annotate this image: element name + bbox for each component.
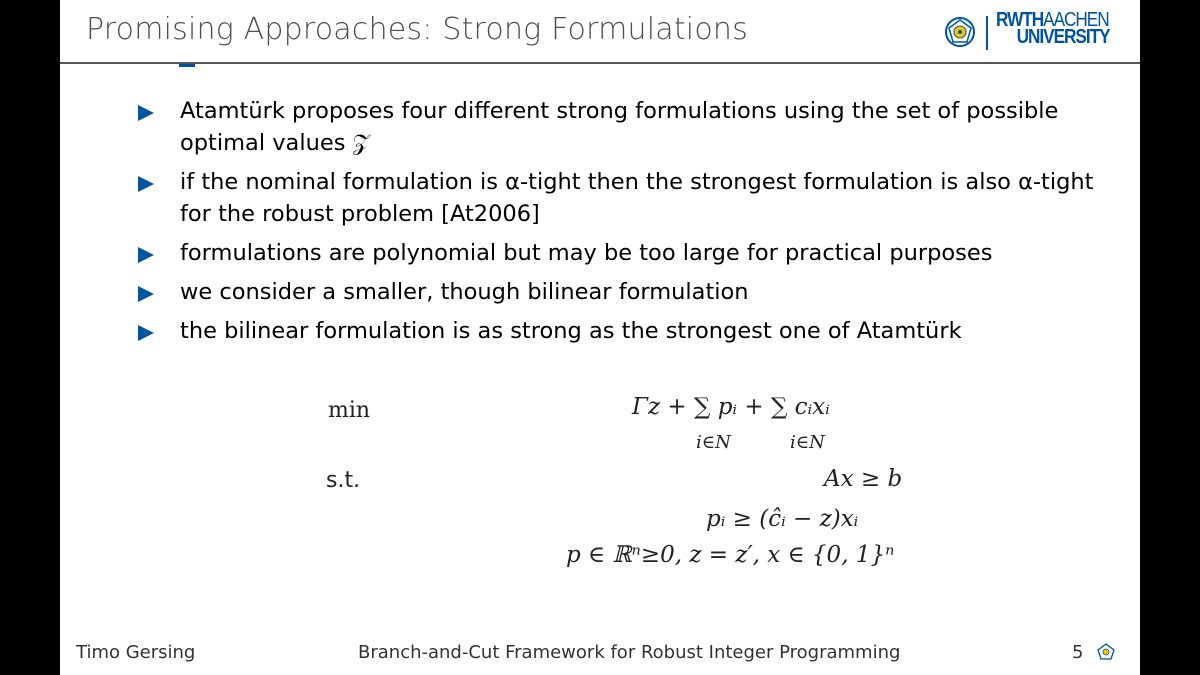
footer-talk-title: Branch-and-Cut Framework for Robust Integer Programming xyxy=(358,642,901,663)
triangle-bullet-icon xyxy=(138,325,154,341)
bullet-item: Atamtürk proposes four different strong formulations using the set of possible optimal values 𝒵 xyxy=(138,95,1098,159)
logo-wordmark xyxy=(996,9,1110,48)
sum-subscript-2: i∈N xyxy=(790,432,825,453)
right-letterbox xyxy=(1140,0,1200,675)
bullet-list xyxy=(138,95,1098,354)
title-accent xyxy=(179,64,195,67)
triangle-bullet-icon xyxy=(138,286,154,302)
triangle-bullet-icon xyxy=(138,247,154,263)
bullet-item: we consider a smaller, though bilinear formulation xyxy=(138,276,1098,308)
formula-constraint-3: p ∈ ℝⁿ≥0, z = z′, x ∈ {0, 1}ⁿ xyxy=(566,542,895,568)
slide xyxy=(60,0,1140,675)
bullet-item: formulations are polynomial but may be too large for practical purposes xyxy=(138,237,1098,269)
triangle-bullet-icon xyxy=(138,105,154,121)
logo-rwth: RWTH xyxy=(996,9,1044,31)
formula-st-label: s.t. xyxy=(326,468,361,493)
logo-aachen: AACHEN xyxy=(1043,9,1109,31)
logo-university: UNIVERSITY xyxy=(1016,26,1110,48)
title-rule xyxy=(60,62,1140,64)
triangle-bullet-icon xyxy=(138,176,154,192)
formula-min-label: min xyxy=(328,398,371,423)
formula-constraint-2: pᵢ ≥ (ĉᵢ − z)xᵢ xyxy=(706,506,859,532)
formula-objective: Γz + ∑ pᵢ + ∑ cᵢxᵢ xyxy=(632,394,830,420)
footer-author: Timo Gersing xyxy=(76,642,196,663)
footer-page-number: 5 xyxy=(1072,642,1084,663)
slide-title: Promising Approaches: Strong Formulations xyxy=(86,12,748,47)
sum-subscript-1: i∈N xyxy=(696,432,731,453)
bullet-item: the bilinear formulation is as strong as the strongest one of Atamtürk xyxy=(138,315,1098,347)
rwth-logo xyxy=(944,9,1134,54)
formula-constraint-1: Ax ≥ b xyxy=(824,466,903,492)
bullet-item: if the nominal formulation is α-tight then the strongest formulation is also α-tight for the robust problem [At2006] xyxy=(138,166,1098,230)
rwth-seal-icon xyxy=(944,16,976,48)
left-letterbox xyxy=(0,0,60,675)
footer-seal-icon xyxy=(1096,642,1116,662)
logo-separator xyxy=(986,16,988,50)
